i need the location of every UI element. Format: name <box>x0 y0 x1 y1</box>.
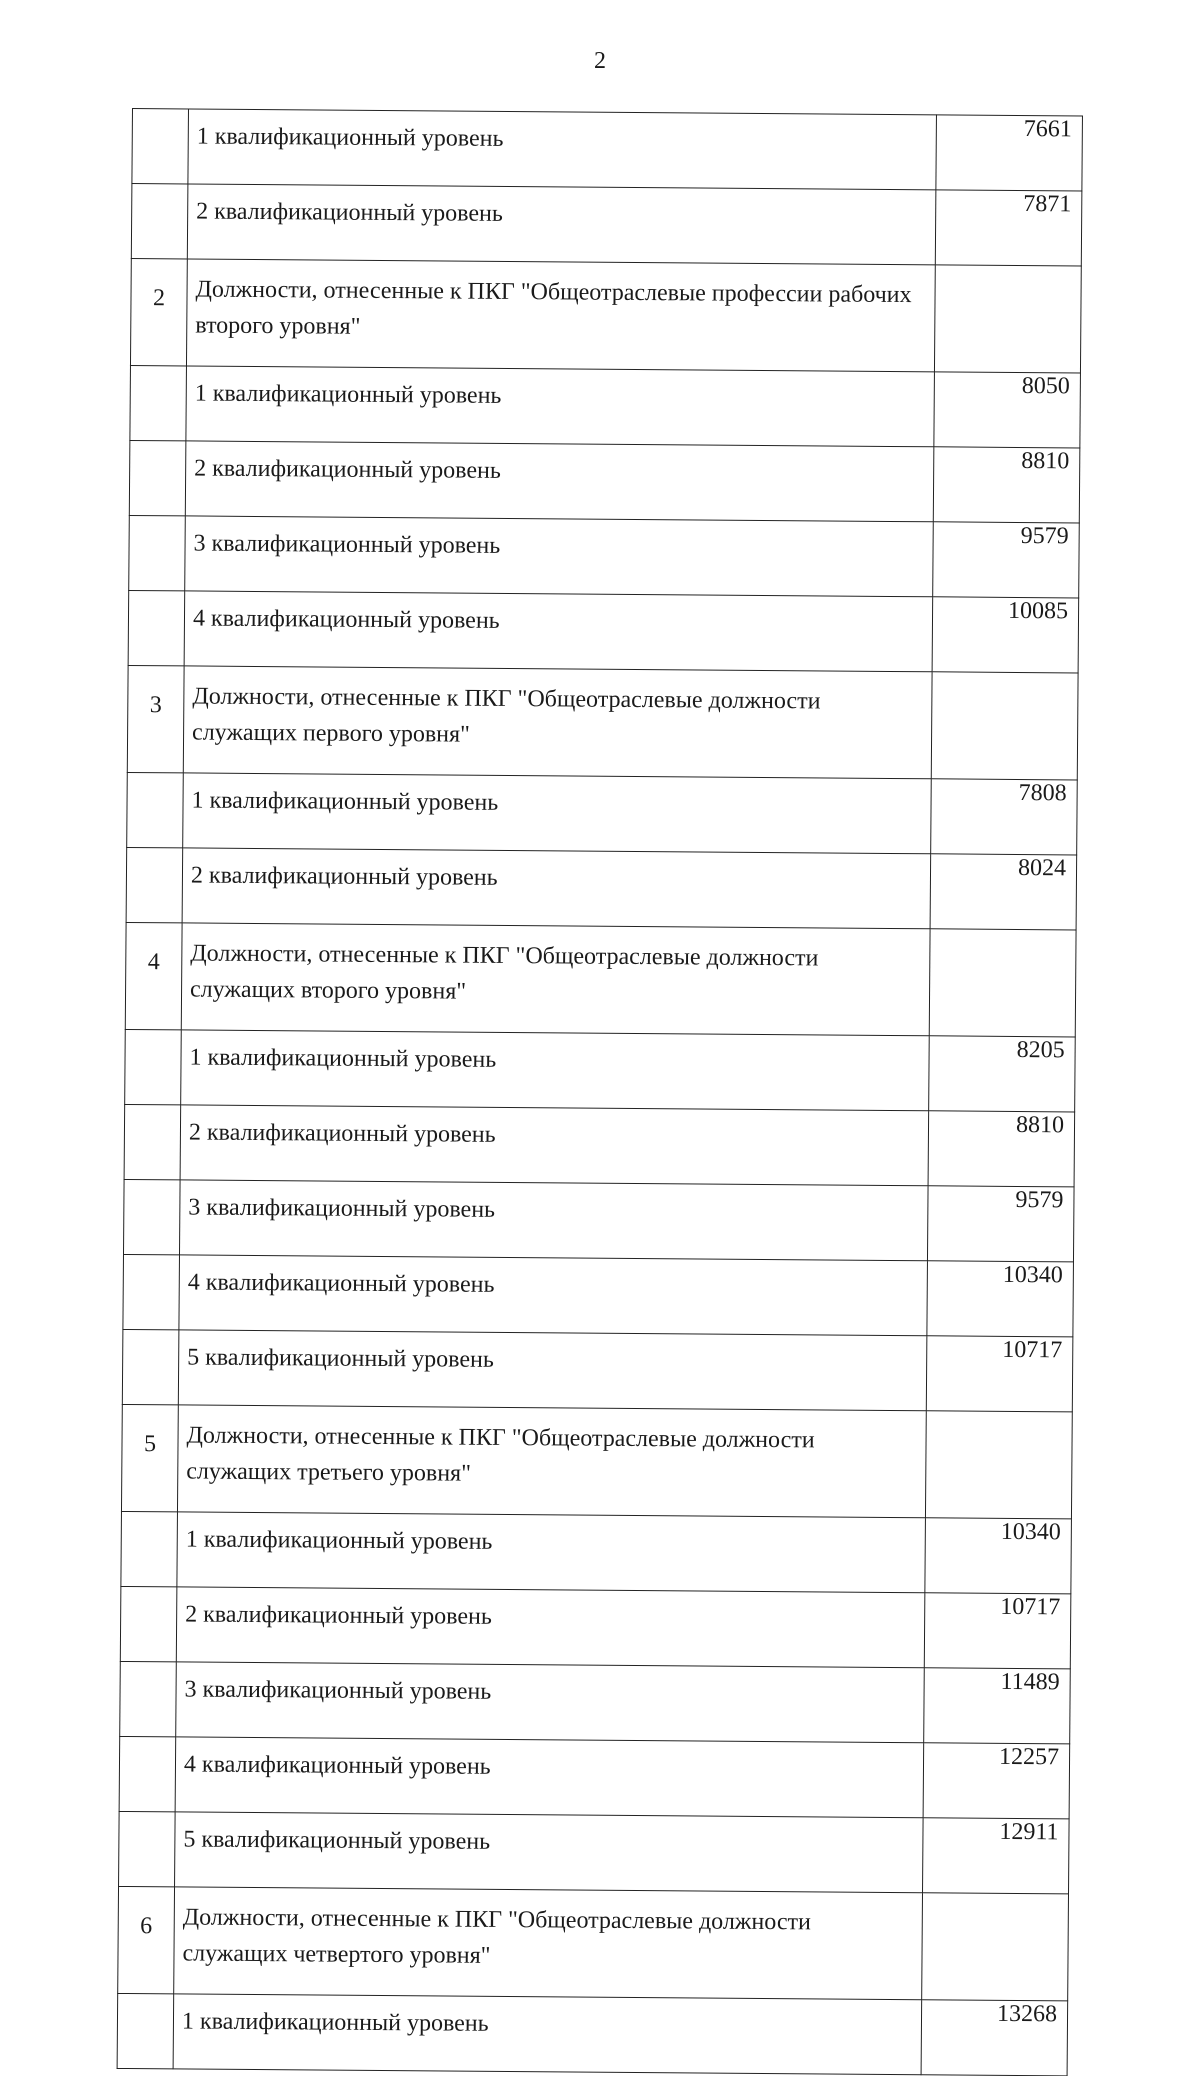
salary-value-cell <box>929 929 1076 1037</box>
table-row <box>120 1586 1071 1668</box>
table-row <box>123 1179 1074 1261</box>
salary-value-cell: 10085 <box>932 597 1079 673</box>
salary-value-cell: 13268 <box>921 2000 1068 2076</box>
salary-value-cell: 8810 <box>933 447 1080 523</box>
table-row <box>129 515 1080 597</box>
row-number-cell <box>124 1104 181 1179</box>
table-row <box>122 1329 1073 1411</box>
table-row <box>124 1104 1075 1186</box>
group-title-cell: Должности, отнесенные к ПКГ "Общеотраслевые должности служащих первого уровня" <box>183 666 932 779</box>
row-number-cell <box>130 365 187 440</box>
group-row <box>125 922 1076 1036</box>
table-row <box>131 184 1082 266</box>
row-number-cell <box>127 772 184 847</box>
table-row <box>128 590 1079 672</box>
salary-table-container <box>117 108 1082 2076</box>
salary-value-cell: 7871 <box>935 190 1082 266</box>
level-name-cell: 2 квалификационный уровень <box>180 1105 929 1186</box>
salary-value-cell: 10717 <box>926 1336 1073 1412</box>
table-row <box>123 1254 1074 1336</box>
row-number-cell <box>129 440 186 515</box>
row-number-cell <box>120 1586 177 1661</box>
salary-value-cell: 7661 <box>936 115 1083 191</box>
salary-value-cell: 8050 <box>934 372 1081 448</box>
row-number-cell <box>128 590 185 665</box>
level-name-cell: 2 квалификационный уровень <box>182 848 931 929</box>
salary-value-cell: 12911 <box>923 1818 1070 1894</box>
group-title-cell: Должности, отнесенные к ПКГ "Общеотраслевые должности служащих второго уровня" <box>181 923 930 1036</box>
table-row <box>119 1736 1070 1818</box>
salary-table-body <box>117 109 1082 2076</box>
table-row <box>121 1511 1072 1593</box>
level-name-cell: 1 квалификационный уровень <box>186 366 935 447</box>
salary-table <box>117 108 1083 2076</box>
row-number-cell <box>125 1029 182 1104</box>
salary-value-cell: 12257 <box>923 1743 1070 1819</box>
salary-value-cell <box>922 1893 1069 2001</box>
row-number-cell <box>131 184 188 259</box>
row-number-cell <box>129 515 186 590</box>
salary-value-cell: 11489 <box>924 1668 1071 1744</box>
group-title-cell: Должности, отнесенные к ПКГ "Общеотраслевые должности служащих четвертого уровня" <box>174 1887 923 2000</box>
row-number-cell <box>117 1993 174 2068</box>
level-name-cell: 4 квалификационный уровень <box>175 1737 924 1818</box>
row-number-cell <box>122 1329 179 1404</box>
level-name-cell: 3 квалификационный уровень <box>176 1662 925 1743</box>
level-name-cell: 5 квалификационный уровень <box>178 1330 927 1411</box>
table-row <box>125 1029 1076 1111</box>
table-row <box>129 440 1080 522</box>
group-row <box>130 258 1081 372</box>
level-name-cell: 3 квалификационный уровень <box>179 1180 928 1261</box>
table-row <box>119 1811 1070 1893</box>
row-number-cell: 2 <box>130 258 187 365</box>
table-row <box>127 772 1078 854</box>
level-name-cell: 1 квалификационный уровень <box>173 1994 922 2075</box>
group-row <box>127 665 1078 779</box>
level-name-cell: 4 квалификационный уровень <box>184 591 933 672</box>
level-name-cell: 2 квалификационный уровень <box>176 1587 925 1668</box>
row-number-cell <box>119 1736 176 1811</box>
level-name-cell: 4 квалификационный уровень <box>179 1255 928 1336</box>
salary-value-cell: 10340 <box>927 1261 1074 1337</box>
level-name-cell: 3 квалификационный уровень <box>185 516 934 597</box>
table-row <box>132 109 1083 191</box>
table-row <box>117 1993 1068 2075</box>
group-row <box>118 1886 1069 2000</box>
level-name-cell: 2 квалификационный уровень <box>187 184 936 265</box>
row-number-cell <box>120 1661 177 1736</box>
level-name-cell: 1 квалификационный уровень <box>181 1030 930 1111</box>
level-name-cell: 2 квалификационный уровень <box>185 441 934 522</box>
group-title-cell: Должности, отнесенные к ПКГ "Общеотраслевые должности служащих третьего уровня" <box>177 1405 926 1518</box>
salary-value-cell <box>934 265 1081 373</box>
salary-value-cell: 7808 <box>931 779 1078 855</box>
salary-value-cell: 8205 <box>929 1036 1076 1112</box>
table-row <box>130 365 1081 447</box>
level-name-cell: 1 квалификационный уровень <box>177 1512 926 1593</box>
salary-value-cell: 10340 <box>925 1518 1072 1594</box>
row-number-cell <box>119 1811 176 1886</box>
row-number-cell <box>123 1254 180 1329</box>
salary-value-cell: 8810 <box>928 1111 1075 1187</box>
row-number-cell: 3 <box>127 665 184 772</box>
level-name-cell: 1 квалификационный уровень <box>188 109 937 190</box>
row-number-cell: 4 <box>125 922 182 1029</box>
row-number-cell <box>123 1179 180 1254</box>
row-number-cell <box>121 1511 178 1586</box>
salary-value-cell <box>931 672 1078 780</box>
level-name-cell: 5 квалификационный уровень <box>175 1812 924 1893</box>
salary-value-cell <box>925 1411 1072 1519</box>
salary-value-cell: 9579 <box>927 1186 1074 1262</box>
group-row <box>121 1404 1072 1518</box>
row-number-cell <box>132 109 189 184</box>
level-name-cell: 1 квалификационный уровень <box>183 773 932 854</box>
page-number: 2 <box>594 48 606 74</box>
table-row <box>120 1661 1071 1743</box>
row-number-cell: 5 <box>121 1404 178 1511</box>
group-title-cell: Должности, отнесенные к ПКГ "Общеотраслевые профессии рабочих второго уровня" <box>186 259 935 372</box>
row-number-cell: 6 <box>118 1886 175 1993</box>
table-row <box>126 847 1077 929</box>
salary-value-cell: 8024 <box>930 854 1077 930</box>
row-number-cell <box>126 847 183 922</box>
salary-value-cell: 10717 <box>924 1593 1071 1669</box>
salary-value-cell: 9579 <box>933 522 1080 598</box>
